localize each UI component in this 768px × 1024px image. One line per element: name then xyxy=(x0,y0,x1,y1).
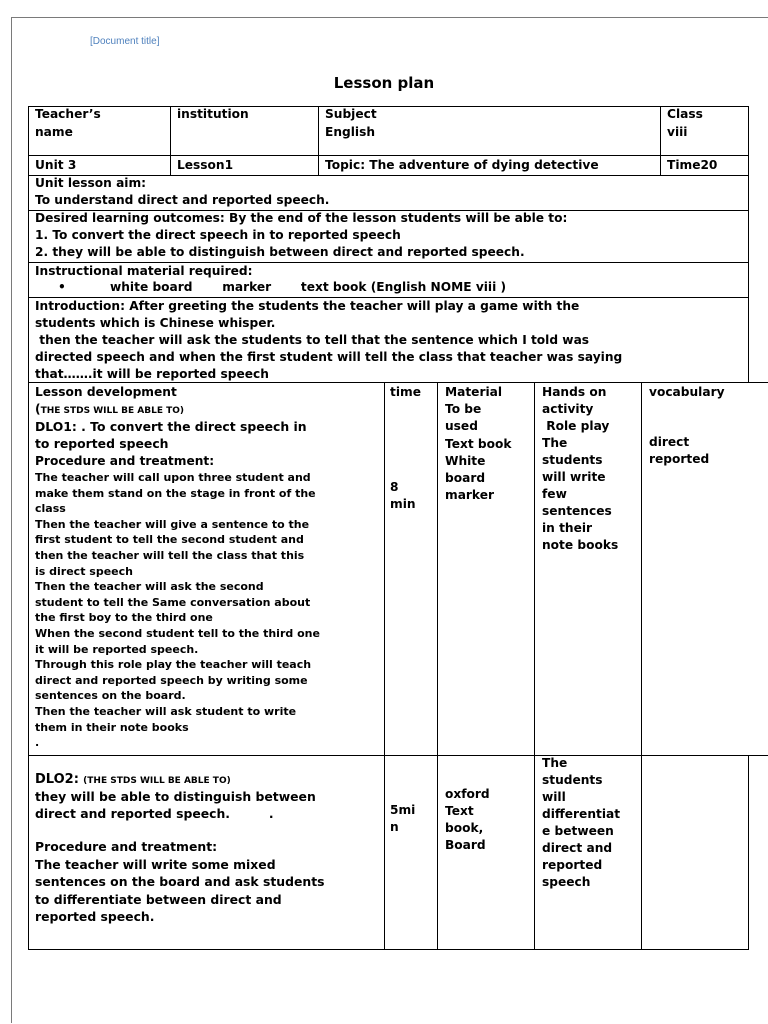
hands-on-header: Hands on activity xyxy=(542,385,607,416)
dlo1-time: 8 min xyxy=(390,480,416,511)
intro-line: students which is Chinese whisper. xyxy=(35,316,276,330)
dlo1-procedure-label: Procedure and treatment: xyxy=(35,454,215,468)
outcome-item-1: 1. To convert the direct speech in to reported speech xyxy=(35,228,401,242)
dlo2-procedure-text: The teacher will write some mixed sentences on the board and ask students to differentiate between direct and reported speech. xyxy=(35,857,325,925)
topic-cell: Topic: The adventure of dying detective xyxy=(325,158,599,172)
dlo1-hands-on: Role play The students will write few sentences in their note books xyxy=(542,419,619,552)
dlo2-text: they will be able to distinguish between direct and reported speech. . xyxy=(35,789,316,822)
materials-label: Instructional material required: xyxy=(35,264,253,278)
dlo2-time: 5mi n xyxy=(390,803,416,834)
dlo2-material: oxford Text book, Board xyxy=(445,787,490,852)
outcomes-label: Desired learning outcomes: By the end of the lesson students will be able to: xyxy=(35,211,568,225)
intro-line: Introduction: After greeting the students the teacher will play a game with the xyxy=(35,299,580,313)
dlo2-heading: DLO2: (THE STDS WILL BE ABLE TO) xyxy=(35,772,231,787)
aim-label: Unit lesson aim: xyxy=(35,176,147,190)
unit-cell: Unit 3 xyxy=(35,158,77,172)
materials-bullet: • xyxy=(58,280,66,294)
dlo2-hands-on: The students will differentiat e between direct and reported speech xyxy=(542,756,621,889)
dlo1-stds-note: (THE STDS WILL BE ABLE TO) xyxy=(35,402,185,416)
lesson-development-header: Lesson development xyxy=(35,385,177,399)
dlo1-title: DLO1: . To convert the direct speech in to reported speech xyxy=(35,419,307,452)
document-title-placeholder[interactable]: [Document title] xyxy=(90,36,160,47)
dlo1-procedure-text: The teacher will call upon three student and make them stand on the stage in front of the class Then the teacher will give a sentence to the first student to tell the second student and then the teacher will tell the class that this is direct speech Then the teacher will ask the second student to tell the Same conversation about the first boy to the third one When the second student tell to the third one it will be reported speech. Through this role play the teacher will teach direct and reported speech by writing some sentences on the board. Then the teacher will ask student to write them in their note books . xyxy=(35,471,320,750)
lesson-cell: Lesson1 xyxy=(177,158,234,172)
time-header: time xyxy=(390,385,421,399)
lesson-plan-title: Lesson plan xyxy=(333,74,435,92)
vocabulary-header: vocabulary xyxy=(649,385,725,399)
time-cell: Time20 xyxy=(667,158,718,172)
material-header: Material To be used xyxy=(445,385,503,433)
subject-cell: Subject English xyxy=(325,107,377,139)
intro-line: then the teacher will ask the students to tell that the sentence which I told was xyxy=(35,333,590,347)
dlo2-procedure-label: Procedure and treatment: xyxy=(35,839,218,854)
outcome-item-2: 2. they will be able to distinguish between direct and reported speech. xyxy=(35,245,525,259)
institution-header: institution xyxy=(177,107,249,121)
intro-line: directed speech and when the first student will tell the class that teacher was saying xyxy=(35,350,623,364)
materials-items: white board marker text book (English NOME viii ) xyxy=(110,280,507,294)
aim-text: To understand direct and reported speech. xyxy=(35,193,330,207)
intro-line: that…….it will be reported speech xyxy=(35,367,269,381)
teacher-name-header: Teacher’s name xyxy=(35,107,101,139)
dlo1-vocabulary: direct reported xyxy=(649,435,710,466)
dlo1-material: Text book White board marker xyxy=(445,437,512,502)
class-cell: Class viii xyxy=(667,107,703,139)
